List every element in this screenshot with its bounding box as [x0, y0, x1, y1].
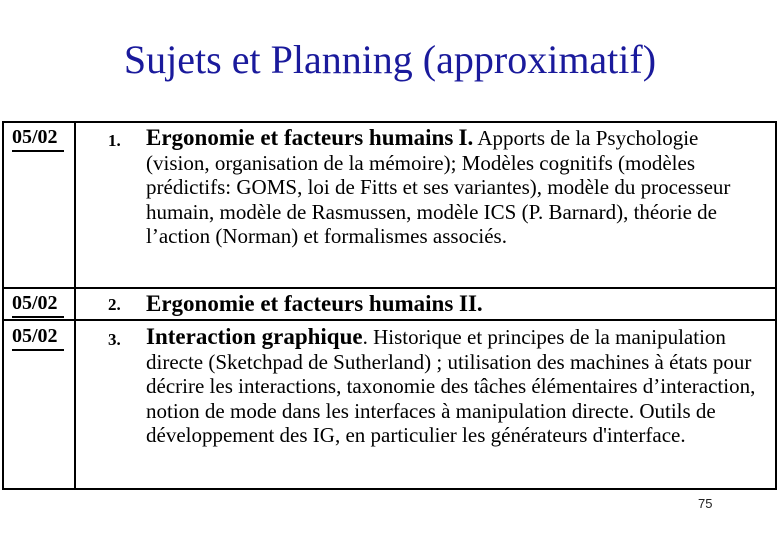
item-heading: Ergonomie et facteurs humains — [146, 125, 454, 150]
column-divider — [74, 123, 76, 488]
row-date: 05/02 — [12, 292, 58, 314]
schedule-table — [2, 121, 777, 490]
item-description — [146, 292, 763, 317]
item-heading-suffix: I. — [458, 125, 474, 150]
item-description — [146, 126, 763, 249]
item-text: . Historique et principes de la manipulation directe (Sketchpad de Sutherland) ; utilisation des machines à états pour décrire les interactions, taxonomie des tâches élémentaires d’interaction, notion de mode dans les interfaces à manipulation directe. Outils de développement des IG, en particulier les générateurs d'interface. — [146, 325, 756, 447]
item-number: 1. — [108, 131, 121, 150]
slide-title: Sujets et Planning (approximatif) — [123, 37, 657, 82]
item-number: 2. — [108, 295, 121, 314]
item-heading: Interaction graphique — [146, 324, 363, 349]
item-text: Apports de la Psychologie (vision, organisation de la mémoire); Modèles cognitifs (modèles prédictifs: GOMS, loi de Fitts et ses variantes), modèle du processeur humain, modèle de Rasmussen, modèle ICS (P. Barnard), théorie de l’action (Norman) et formalismes associés. — [146, 126, 731, 248]
row-divider — [4, 287, 775, 289]
row-date: 05/02 — [12, 126, 58, 148]
item-description — [146, 325, 763, 448]
row-date: 05/02 — [12, 325, 58, 347]
item-heading: Ergonomie et facteurs humains II. — [146, 291, 483, 316]
row-divider — [4, 319, 775, 321]
page-number: 75 — [698, 496, 713, 511]
item-number: 3. — [108, 330, 121, 349]
